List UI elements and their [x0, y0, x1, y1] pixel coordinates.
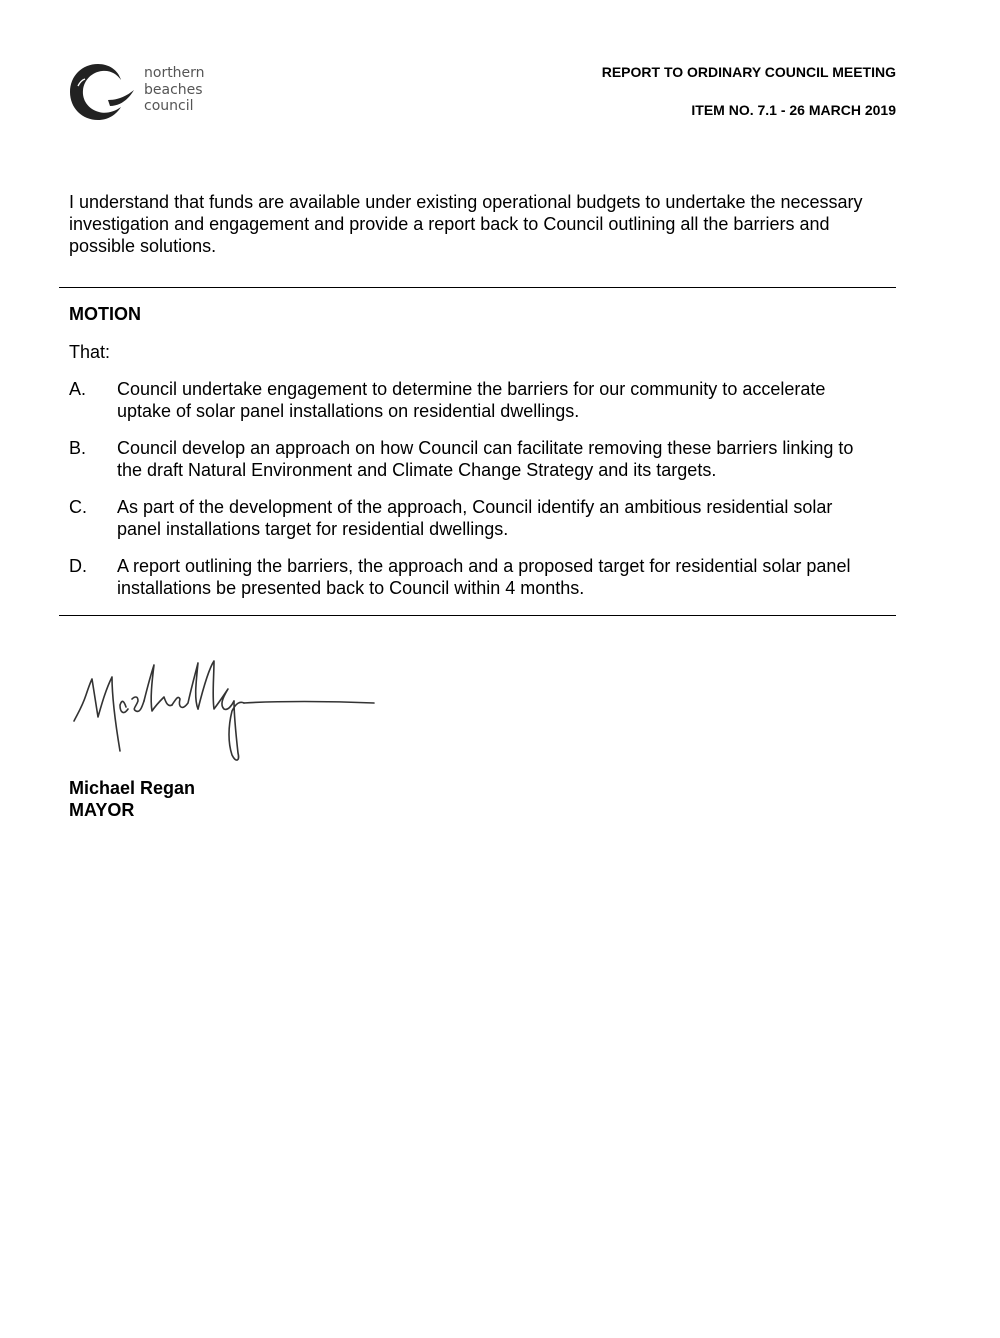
item-text: Council undertake engagement to determine the barriers for our community to accelerate uptake of solar panel installations on residential dwellings. [117, 379, 826, 421]
motion-item [69, 378, 879, 422]
council-wordmark [144, 65, 205, 115]
item-text: Council develop an approach on how Council can facilitate removing these barriers linking to the draft Natural Environment and Climate Change Strategy and its targets. [117, 438, 854, 480]
motion-item [69, 437, 879, 481]
logo-line-3: council [144, 98, 194, 114]
item-number-date: ITEM NO. 7.1 - 26 MARCH 2019 [691, 102, 896, 118]
logo-line-2: beaches [144, 81, 203, 98]
divider-bottom [59, 615, 896, 616]
motion-heading: MOTION [69, 304, 141, 324]
divider-top [59, 287, 896, 288]
item-text: As part of the development of the approach, Council identify an ambitious residential solar panel installations target for residential dwellings. [117, 497, 833, 539]
signatory-name: Michael Regan [69, 778, 196, 798]
council-emblem-icon [68, 60, 138, 124]
item-text: A report outlining the barriers, the approach and a proposed target for residential solar panel installations be presented back to Council within 4 months. [117, 556, 851, 598]
signatory-block [69, 777, 195, 821]
logo-line-1: northern [144, 65, 205, 81]
motion-item [69, 555, 879, 599]
item-letter: A. [69, 379, 87, 399]
report-title: REPORT TO ORDINARY COUNCIL MEETING [601, 64, 896, 80]
motion-item [69, 496, 879, 540]
item-letter: C. [69, 497, 87, 517]
council-logo [68, 60, 218, 124]
item-letter: D. [69, 556, 87, 576]
signatory-title: MAYOR [69, 800, 135, 820]
signature-image [68, 655, 388, 767]
motion-list [69, 378, 879, 599]
intro-paragraph: I understand that funds are available under existing operational budgets to undertake the necessary investigation and engagement and provide a report back to Council outlining all the barriers and possible solutions. [69, 192, 863, 256]
motion-lead: That: [69, 342, 111, 362]
item-letter: B. [69, 438, 87, 458]
